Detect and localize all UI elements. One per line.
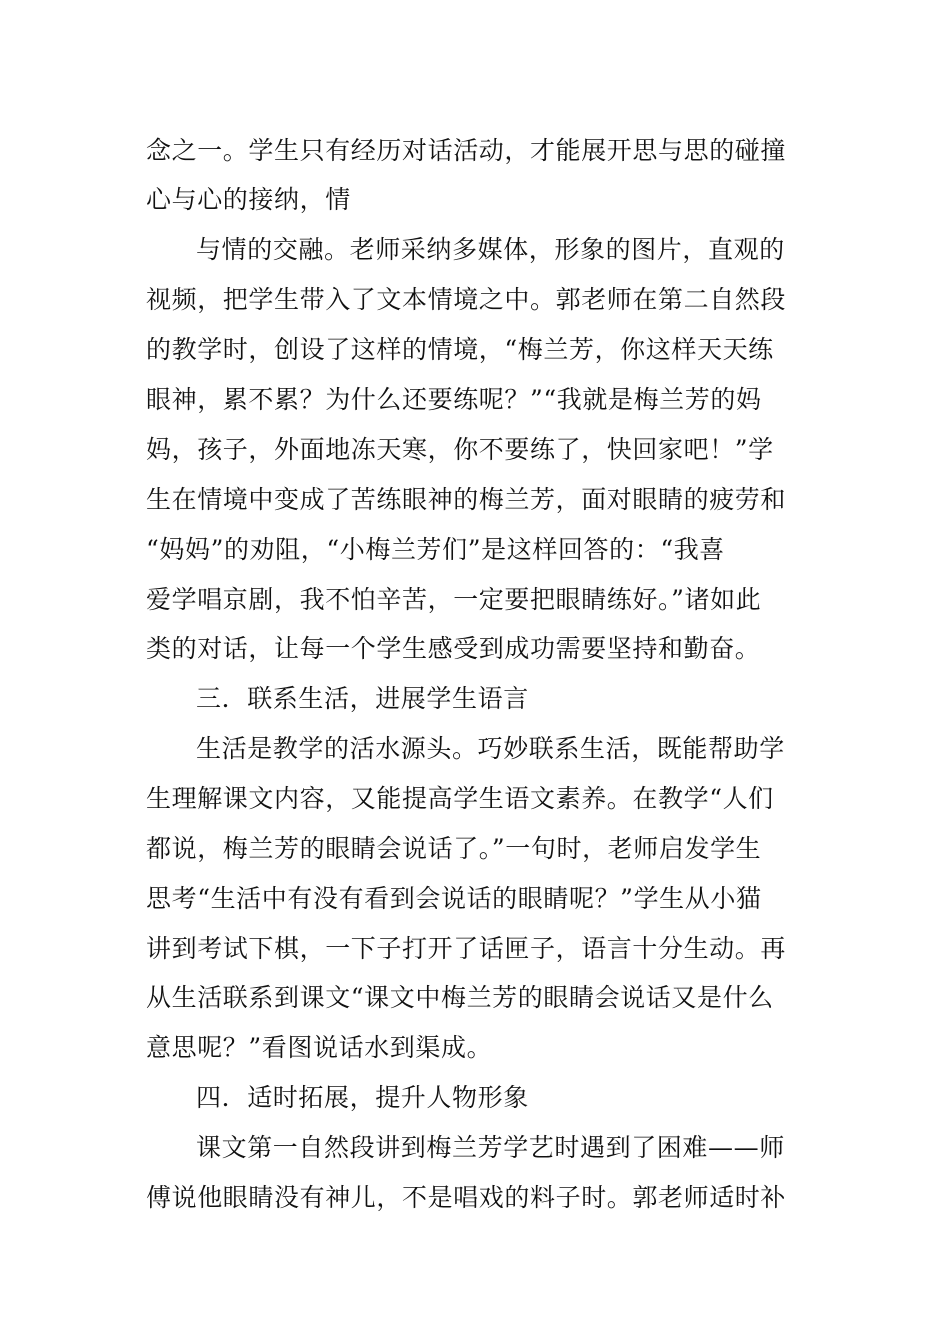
section-heading: 四．适时拓展，提升人物形象 bbox=[196, 1083, 529, 1112]
paragraph-start-line: 与情的交融。老师采纳多媒体，形象的图片，直观的 bbox=[196, 235, 785, 264]
text-line: 傅说他眼睛没有神儿，不是唱戏的料子时。郭老师适时补 bbox=[146, 1183, 787, 1212]
text-line: 从生活联系到课文“课文中梅兰芳的眼睛会说话又是什么 bbox=[146, 983, 774, 1012]
text-line: 视频，把学生带入了文本情境之中。郭老师在第二自然段 bbox=[146, 285, 787, 314]
text-line: 都说，梅兰芳的眼睛会说话了。”一句时，老师启发学生 bbox=[146, 834, 762, 863]
text-line: 眼神，累不累？为什么还要练呢？”“我就是梅兰芳的妈 bbox=[146, 385, 762, 414]
text-line: 讲到考试下棋，一下子打开了话匣子，语言十分生动。再 bbox=[146, 934, 787, 963]
text-line: 类的对话，让每一个学生感受到成功需要坚持和勤奋。 bbox=[146, 634, 761, 663]
text-line: 思考“生活中有没有看到会说话的眼睛呢？”学生从小猫 bbox=[146, 884, 762, 913]
text-line: “妈妈”的劝阻，“小梅兰芳们”是这样回答的：“我喜 bbox=[146, 535, 725, 564]
text-line: 的教学时，创设了这样的情境，“梅兰芳，你这样天天练 bbox=[146, 335, 774, 364]
text-line: 妈，孩子，外面地冻天寒，你不要练了，快回家吧！”学 bbox=[146, 435, 774, 464]
text-line: 意思呢？”看图说话水到渠成。 bbox=[146, 1033, 493, 1062]
text-line: 念之一。学生只有经历对话活动，才能展开思与思的碰撞 bbox=[146, 136, 787, 165]
text-line: 心与心的接纳，情 bbox=[146, 185, 351, 214]
text-line: 生理解课文内容，又能提高学生语文素养。在教学“人们 bbox=[146, 784, 774, 813]
text-line: 爱学唱京剧，我不怕辛苦，一定要把眼睛练好。”诸如此 bbox=[146, 585, 762, 614]
section-heading: 三．联系生活，进展学生语言 bbox=[196, 684, 529, 713]
paragraph-start-line: 生活是教学的活水源头。巧妙联系生活，既能帮助学 bbox=[196, 734, 785, 763]
text-line: 生在情境中变成了苦练眼神的梅兰芳，面对眼睛的疲劳和 bbox=[146, 485, 787, 514]
paragraph-start-line: 课文第一自然段讲到梅兰芳学艺时遇到了困难——师 bbox=[196, 1133, 785, 1162]
